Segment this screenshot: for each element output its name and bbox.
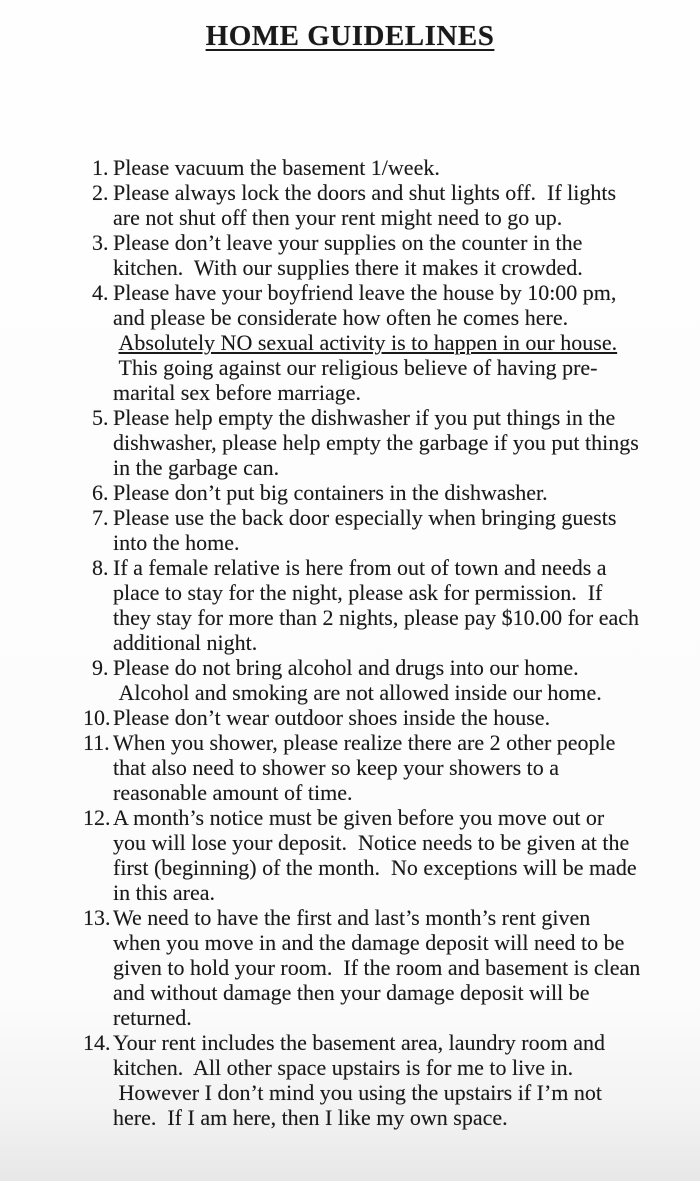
guideline-item (92, 230, 680, 280)
item-text (113, 1030, 680, 1130)
item-line: Absolutely NO sexual activity is to happen in our house. (118, 330, 618, 355)
item-text (113, 155, 680, 180)
item-line: kitchen. All other space upstairs is for me to live in. (113, 1055, 574, 1080)
item-text (113, 805, 680, 905)
item-line: When you shower, please realize there are 2 other people (113, 730, 616, 755)
guideline-item (92, 555, 680, 655)
item-line: Please use the back door especially when bringing guests (113, 505, 617, 530)
item-line: place to stay for the night, please ask for permission. If (113, 580, 603, 605)
item-line: kitchen. With our supplies there it makes it crowded. (113, 255, 583, 280)
guideline-item (83, 905, 680, 1030)
guidelines-list (0, 53, 700, 1130)
item-line: Please don’t leave your supplies on the counter in the (113, 230, 583, 255)
item-text (113, 905, 680, 1030)
item-number: 3. (92, 230, 109, 255)
item-line: returned. (113, 1005, 192, 1030)
item-text (113, 280, 680, 405)
guideline-item (92, 655, 680, 705)
item-line: into the home. (113, 530, 240, 555)
item-number: 14. (83, 1030, 111, 1055)
item-number: 1. (92, 155, 109, 180)
item-line: Please help empty the dishwasher if you put things in the (113, 405, 616, 430)
guideline-item (83, 805, 680, 905)
guideline-item (92, 405, 680, 480)
item-line: that also need to shower so keep your showers to a (113, 755, 560, 780)
item-line: additional night. (113, 630, 258, 655)
item-line: in this area. (113, 880, 216, 905)
item-number: 4. (92, 280, 109, 305)
guideline-item (92, 505, 680, 555)
item-line: are not shut off then your rent might need to go up. (113, 205, 563, 230)
guideline-item (83, 730, 680, 805)
item-text (113, 480, 680, 505)
guideline-item (92, 155, 680, 180)
item-line: you will lose your deposit. Notice needs to be given at the (113, 830, 630, 855)
item-line: here. If I am here, then I like my own space. (113, 1105, 508, 1130)
item-number: 10. (83, 705, 111, 730)
item-text (113, 180, 680, 230)
item-line: and please be considerate how often he comes here. (113, 305, 569, 330)
item-number: 2. (92, 180, 109, 205)
item-line: in the garbage can. (113, 455, 280, 480)
item-text (113, 730, 680, 805)
item-line: marital sex before marriage. (113, 380, 361, 405)
item-line: Please always lock the doors and shut lights off. If lights (113, 180, 617, 205)
item-line: dishwasher, please help empty the garbage if you put things (113, 430, 639, 455)
item-number: 13. (83, 905, 111, 930)
item-line: Please have your boyfriend leave the house by 10:00 pm, (113, 280, 617, 305)
item-line: Please do not bring alcohol and drugs into our home. (113, 655, 579, 680)
item-line: A month’s notice must be given before you move out or (113, 805, 605, 830)
item-line: Your rent includes the basement area, laundry room and (113, 1030, 606, 1055)
item-text (113, 555, 680, 655)
guideline-item (83, 705, 680, 730)
item-number: 9. (92, 655, 109, 680)
item-text (113, 505, 680, 555)
item-line: Alcohol and smoking are not allowed inside our home. (118, 680, 602, 705)
item-line: when you move in and the damage deposit will need to be (113, 930, 625, 955)
page-title: HOME GUIDELINES (205, 20, 495, 52)
guideline-item (92, 180, 680, 230)
item-number: 12. (83, 805, 111, 830)
item-number: 6. (92, 480, 109, 505)
item-text (113, 230, 680, 280)
item-line: first (beginning) of the month. No exceptions will be made (113, 855, 637, 880)
document-page (0, 20, 700, 1181)
item-line: However I don’t mind you using the upstairs if I’m not (118, 1080, 603, 1105)
item-line: they stay for more than 2 nights, please pay $10.00 for each (113, 605, 640, 630)
item-number: 8. (92, 555, 109, 580)
item-line: and without damage then your damage deposit will be (113, 980, 590, 1005)
item-line: reasonable amount of time. (113, 780, 353, 805)
item-number: 5. (92, 405, 109, 430)
item-line: given to hold your room. If the room and basement is clean (113, 955, 641, 980)
guideline-item (92, 480, 680, 505)
guideline-item (83, 1030, 680, 1130)
item-line: This going against our religious believe of having pre- (118, 355, 598, 380)
guideline-item (92, 280, 680, 405)
item-text (113, 405, 680, 480)
item-line: Please vacuum the basement 1/week. (113, 155, 440, 180)
item-line: Please don’t wear outdoor shoes inside the house. (113, 705, 551, 730)
item-line: We need to have the first and last’s month’s rent given (113, 905, 591, 930)
item-text (113, 655, 680, 705)
item-line: Please don’t put big containers in the dishwasher. (113, 480, 548, 505)
item-number: 11. (83, 730, 110, 755)
item-text (113, 705, 680, 730)
item-number: 7. (92, 505, 109, 530)
item-line: If a female relative is here from out of town and needs a (113, 555, 607, 580)
